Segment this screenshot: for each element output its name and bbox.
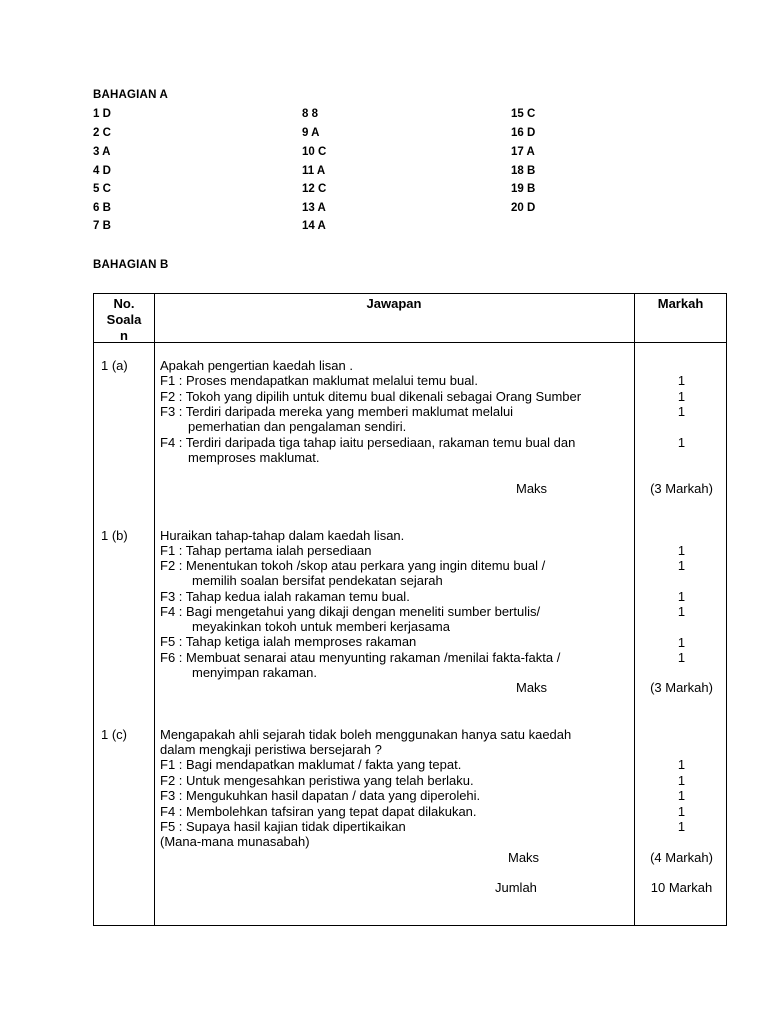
q1b-f1: F1 : Tahap pertama ialah persediaan <box>160 543 372 558</box>
header-no-line3: n <box>120 328 128 343</box>
q1c-mark-f4: 1 <box>677 804 686 819</box>
header-no-soalan <box>94 296 154 344</box>
q1a-mark-f3: 1 <box>677 404 686 419</box>
q1b-mark-f2: 1 <box>677 558 686 573</box>
q1b-f6-cont: menyimpan rakaman. <box>192 665 317 680</box>
q1b-f5: F5 : Tahap ketiga ialah memproses rakaman <box>160 634 417 649</box>
answer-18: 18 B <box>511 165 536 177</box>
header-no-line2: Soala <box>106 312 142 327</box>
answer-1: 1 D <box>93 108 111 120</box>
answer-9: 9 A <box>302 127 320 139</box>
q1b-f4: F4 : Bagi mengetahui yang dikaji dengan meneliti sumber bertulis/ <box>160 604 541 619</box>
q1c-mark-f3: 1 <box>677 788 686 803</box>
header-no-line1: No. <box>113 296 135 311</box>
q1b-mark-f6: 1 <box>677 650 686 665</box>
q1b-f3: F3 : Tahap kedua ialah rakaman temu bual. <box>160 589 410 604</box>
q1b-mark-f1: 1 <box>677 543 686 558</box>
q1c-f4: F4 : Membolehkan tafsiran yang tepat dapat dilakukan. <box>160 804 477 819</box>
q1b-maks-label: Maks <box>516 680 548 695</box>
question-number-1a: 1 (a) <box>101 358 128 373</box>
answer-10: 10 C <box>302 146 327 158</box>
q1c-total: (4 Markah) <box>650 850 713 865</box>
answer-16: 16 D <box>511 127 536 139</box>
question-1b-text: Huraikan tahap-tahap dalam kaedah lisan. <box>160 528 405 543</box>
q1b-mark-f3: 1 <box>677 589 686 604</box>
q1a-f3: F3 : Terdiri daripada mereka yang memberi maklumat melalui <box>160 404 514 419</box>
q1a-f1: F1 : Proses mendapatkan maklumat melalui temu bual. <box>160 373 478 388</box>
header-markah: Markah <box>657 296 704 311</box>
q1c-note: (Mana-mana munasabah) <box>160 834 310 849</box>
answer-scheme-table <box>93 293 727 926</box>
answer-7: 7 B <box>93 220 111 232</box>
q1a-f3-cont: pemerhatian dan pengalaman sendiri. <box>188 419 407 434</box>
question-1c-text: Mengapakah ahli sejarah tidak boleh menggunakan hanya satu kaedah <box>160 727 572 742</box>
answer-6: 6 B <box>93 202 111 214</box>
question-1a-text: Apakah pengertian kaedah lisan . <box>160 358 353 373</box>
q1a-maks-label: Maks <box>516 481 548 496</box>
q1a-total: (3 Markah) <box>650 481 713 496</box>
q1a-f2: F2 : Tokoh yang dipilih untuk ditemu bual dikenali sebagai Orang Sumber <box>160 389 582 404</box>
q1b-mark-f4: 1 <box>677 604 686 619</box>
q1a-mark-f4: 1 <box>677 435 686 450</box>
answer-5: 5 C <box>93 183 111 195</box>
q1c-f2: F2 : Untuk mengesahkan peristiwa yang telah berlaku. <box>160 773 474 788</box>
answer-11: 11 A <box>302 165 326 177</box>
answer-14: 14 A <box>302 220 326 232</box>
q1a-f4: F4 : Terdiri daripada tiga tahap iaitu persediaan, rakaman temu bual dan <box>160 435 576 450</box>
q1c-f5: F5 : Supaya hasil kajian tidak dipertikaikan <box>160 819 406 834</box>
answer-20: 20 D <box>511 202 536 214</box>
column-divider <box>154 294 155 925</box>
answer-13: 13 A <box>302 202 326 214</box>
q1b-f6: F6 : Membuat senarai atau menyunting rakaman /menilai fakta-fakta / <box>160 650 561 665</box>
answer-17: 17 A <box>511 146 535 158</box>
bahagian-a-title: BAHAGIAN A <box>93 89 169 101</box>
q1b-mark-f5: 1 <box>677 635 686 650</box>
question-1c-text-cont: dalam mengkaji peristiwa bersejarah ? <box>160 742 382 757</box>
answer-8: 8 8 <box>302 108 318 120</box>
q1a-mark-f1: 1 <box>677 373 686 388</box>
q1b-total: (3 Markah) <box>650 680 713 695</box>
q1c-mark-f5: 1 <box>677 819 686 834</box>
answer-4: 4 D <box>93 165 111 177</box>
q1c-mark-f2: 1 <box>677 773 686 788</box>
bahagian-b-title: BAHAGIAN B <box>93 259 169 271</box>
jumlah-label: Jumlah <box>495 880 537 895</box>
q1c-f1: F1 : Bagi mendapatkan maklumat / fakta yang tepat. <box>160 757 462 772</box>
answer-19: 19 B <box>511 183 536 195</box>
q1c-f3: F3 : Mengukuhkan hasil dapatan / data yang diperolehi. <box>160 788 481 803</box>
q1b-f4-cont: meyakinkan tokoh untuk memberi kerjasama <box>192 619 450 634</box>
q1c-mark-f1: 1 <box>677 757 686 772</box>
question-number-1b: 1 (b) <box>101 528 128 543</box>
bahagian-a-answers <box>93 107 653 237</box>
q1b-f2: F2 : Menentukan tokoh /skop atau perkara yang ingin ditemu bual / <box>160 558 546 573</box>
question-number-1c: 1 (c) <box>101 727 127 742</box>
q1a-f4-cont: memproses maklumat. <box>188 450 320 465</box>
header-divider <box>94 342 726 343</box>
answer-3: 3 A <box>93 146 111 158</box>
q1c-maks-label: Maks <box>508 850 540 865</box>
answer-15: 15 C <box>511 108 536 120</box>
answer-2: 2 C <box>93 127 111 139</box>
q1b-f2-cont: memilih soalan bersifat pendekatan sejarah <box>192 573 443 588</box>
q1a-mark-f2: 1 <box>677 389 686 404</box>
jumlah-total: 10 Markah <box>650 880 713 895</box>
answer-12: 12 C <box>302 183 327 195</box>
header-jawapan: Jawapan <box>366 296 422 311</box>
